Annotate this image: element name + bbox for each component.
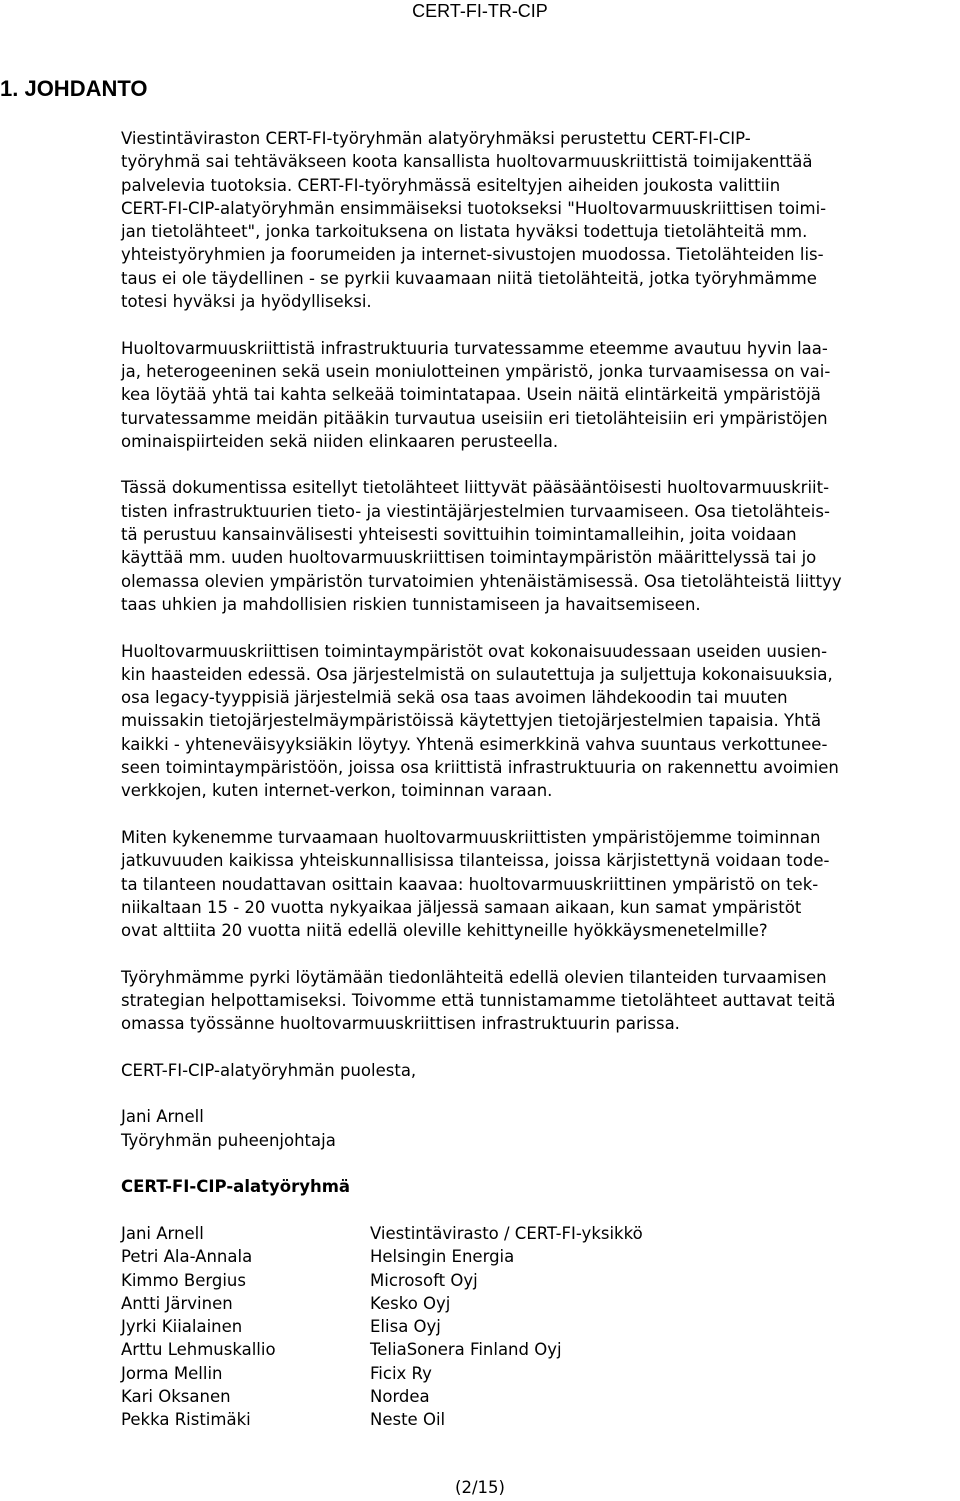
text-line: jatkuvuuden kaikissa yhteiskunnallisissa tilanteissa, joissa kärjistettynä voidaan tode- xyxy=(121,851,830,871)
section-heading: 1. JOHDANTO xyxy=(0,76,148,101)
text-line: seen toimintaympäristöön, joissa osa kriittistä infrastruktuuria on rakennettu avoimien xyxy=(121,758,839,778)
text-line: olemassa olevien ympäristön turvatoimien yhtenäistämisessä. Osa tietolähteistä liittyy xyxy=(121,571,842,591)
text-line: Huoltovarmuuskriittistä infrastruktuuria turvatessamme eteemme avautuu hyvin laa- xyxy=(121,338,828,358)
member-name: Jyrki Kiialainen xyxy=(121,1317,243,1337)
member-name: Petri Ala-Annala xyxy=(121,1247,253,1267)
member-organization: Elisa Oyj xyxy=(370,1317,441,1337)
text-line: Viestintäviraston CERT-FI-työryhmän alatyöryhmäksi perustettu CERT-FI-CIP- xyxy=(121,129,751,148)
group-title: CERT-FI-CIP-alatyöryhmä xyxy=(121,1177,351,1197)
text-line: osa legacy-tyyppisiä järjestelmiä sekä osa taas avoimen lähdekoodin tai muuten xyxy=(121,688,788,708)
signer-name: Jani Arnell xyxy=(121,1107,204,1127)
text-line: tä perustuu kansainvälisesti yhteisesti sovittuihin toimintamalleihin, joita voidaan xyxy=(121,525,797,545)
member-name: Antti Järvinen xyxy=(121,1293,233,1313)
text-line: ja, heterogeeninen sekä usein moniulotteinen ympäristö, jonka turvaamisessa on vai- xyxy=(121,361,831,381)
closing-on-behalf xyxy=(121,1059,953,1082)
text-line: työryhmä sai tehtäväkseen koota kansallista huoltovarmuuskriittistä toimijakenttää xyxy=(121,152,813,172)
member-organization: Helsingin Energia xyxy=(370,1247,515,1267)
text-line: niikaltaan 15 - 20 vuotta nykyaikaa jäljessä samaan aikaan, kun samat ympäristöt xyxy=(121,897,802,917)
paragraph-continuity xyxy=(121,826,953,942)
member-name: Arttu Lehmuskallio xyxy=(121,1340,276,1360)
text-line: Työryhmämme pyrki löytämään tiedonlähteitä edellä olevien tilanteiden turvaamisen xyxy=(121,967,827,987)
text-line: käyttää mm. uuden huoltovarmuuskriittisen toimintaympäristön määrittelyssä tai jo xyxy=(121,548,817,568)
text-line: Miten kykenemme turvaamaan huoltovarmuuskriittisten ympäristöjemme toiminnan xyxy=(121,827,821,847)
paragraph-goal xyxy=(121,966,953,1036)
text-line: yhteistyöryhmien ja foorumeiden ja internet-sivustojen muodossa. Tietolähteiden lis- xyxy=(121,245,824,265)
document-body xyxy=(121,127,953,1432)
text-line: ominaispiirteiden sekä niiden elinkaaren perusteella. xyxy=(121,431,559,451)
text-line: palvelevia tuotoksia. CERT-FI-työryhmässä esiteltyjen aiheiden joukosta valittiin xyxy=(121,175,781,195)
member-name: Pekka Ristimäki xyxy=(121,1410,251,1430)
member-organization: Viestintävirasto / CERT-FI-yksikkö xyxy=(370,1223,643,1243)
member-organization: Ficix Ry xyxy=(370,1363,432,1383)
text-line: Huoltovarmuuskriittisen toimintaympäristöt ovat kokonaisuudessaan useiden uusien- xyxy=(121,641,828,661)
member-name: Kari Oksanen xyxy=(121,1387,231,1407)
paragraph-intro xyxy=(121,127,953,313)
text-line: strategian helpottamiseksi. Toivomme että tunnistamamme tietolähteet auttavat teitä xyxy=(121,990,836,1010)
text-line: omassa työssänne huoltovarmuuskriittisen infrastruktuurin parissa. xyxy=(121,1014,680,1034)
member-organization: TeliaSonera Finland Oyj xyxy=(370,1340,562,1360)
page-number: (2/15) xyxy=(455,1478,505,1497)
on-behalf-line: CERT-FI-CIP-alatyöryhmän puolesta, xyxy=(121,1060,417,1080)
member-organization: Kesko Oyj xyxy=(370,1293,451,1313)
member-organization: Microsoft Oyj xyxy=(370,1270,478,1290)
text-line: turvatessamme meidän pitääkin turvautua useisiin eri tietolähteisiin eri ympäristöjen xyxy=(121,408,828,428)
member-organization: Nordea xyxy=(370,1387,430,1407)
text-line: totesi hyväksi ja hyödylliseksi. xyxy=(121,292,372,312)
member-list xyxy=(121,1222,953,1432)
paragraph-document-scope xyxy=(121,476,953,616)
text-line: kin haasteiden edessä. Osa järjestelmistä on sulautettuja ja suljettuja kokonaisuuksia, xyxy=(121,664,833,684)
signer-title: Työryhmän puheenjohtaja xyxy=(121,1130,336,1150)
signature-block xyxy=(121,1105,953,1152)
member-name: Kimmo Bergius xyxy=(121,1270,246,1290)
text-line: muissakin tietojärjestelmäympäristöissä käytettyjen tietojärjestelmien tapaisia. Yhtä xyxy=(121,711,822,731)
paragraph-infrastructure xyxy=(121,337,953,453)
paragraph-challenges xyxy=(121,640,953,803)
text-line: ta tilanteen noudattavan osittain kaavaa: huoltovarmuuskriittinen ympäristö on tek- xyxy=(121,874,819,894)
text-line: kaikki - yhteneväisyyksiäkin löytyy. Yhtenä esimerkkinä vahva suuntaus verkottunee- xyxy=(121,734,828,754)
document-id: CERT-FI-TR-CIP xyxy=(412,1,548,21)
text-line: tisten infrastruktuurien tieto- ja viestintäjärjestelmien turvaamiseen. Osa tietolähteis- xyxy=(121,501,830,521)
text-line: ovat alttiita 20 vuotta niitä edellä oleville kehittyneille hyökkäysmenetelmille? xyxy=(121,921,768,941)
member-name: Jani Arnell xyxy=(121,1223,204,1243)
text-line: CERT-FI-CIP-alatyöryhmän ensimmäiseksi tuotokseksi "Huoltovarmuuskriittisen toimi- xyxy=(121,198,827,218)
member-organization: Neste Oil xyxy=(370,1410,446,1430)
text-line: taas uhkien ja mahdollisien riskien tunnistamiseen ja havaitsemiseen. xyxy=(121,594,701,614)
text-line: verkkojen, kuten internet-verkon, toiminnan varaan. xyxy=(121,781,553,801)
text-line: jan tietolähteet", jonka tarkoituksena on listata hyväksi todettuja tietolähteitä mm. xyxy=(121,222,808,242)
page-header xyxy=(0,0,960,22)
member-name: Jorma Mellin xyxy=(121,1363,223,1383)
text-line: taus ei ole täydellinen - se pyrkii kuvaamaan niitä tietolähteitä, jotka työryhmämme xyxy=(121,268,817,288)
text-line: Tässä dokumentissa esitellyt tietolähteet liittyvät pääsääntöisesti huoltovarmuuskriit- xyxy=(121,478,830,498)
text-line: kea löytää yhtä tai kahta selkeää toimintatapaa. Usein näitä elintärkeitä ympäristöjä xyxy=(121,385,821,405)
